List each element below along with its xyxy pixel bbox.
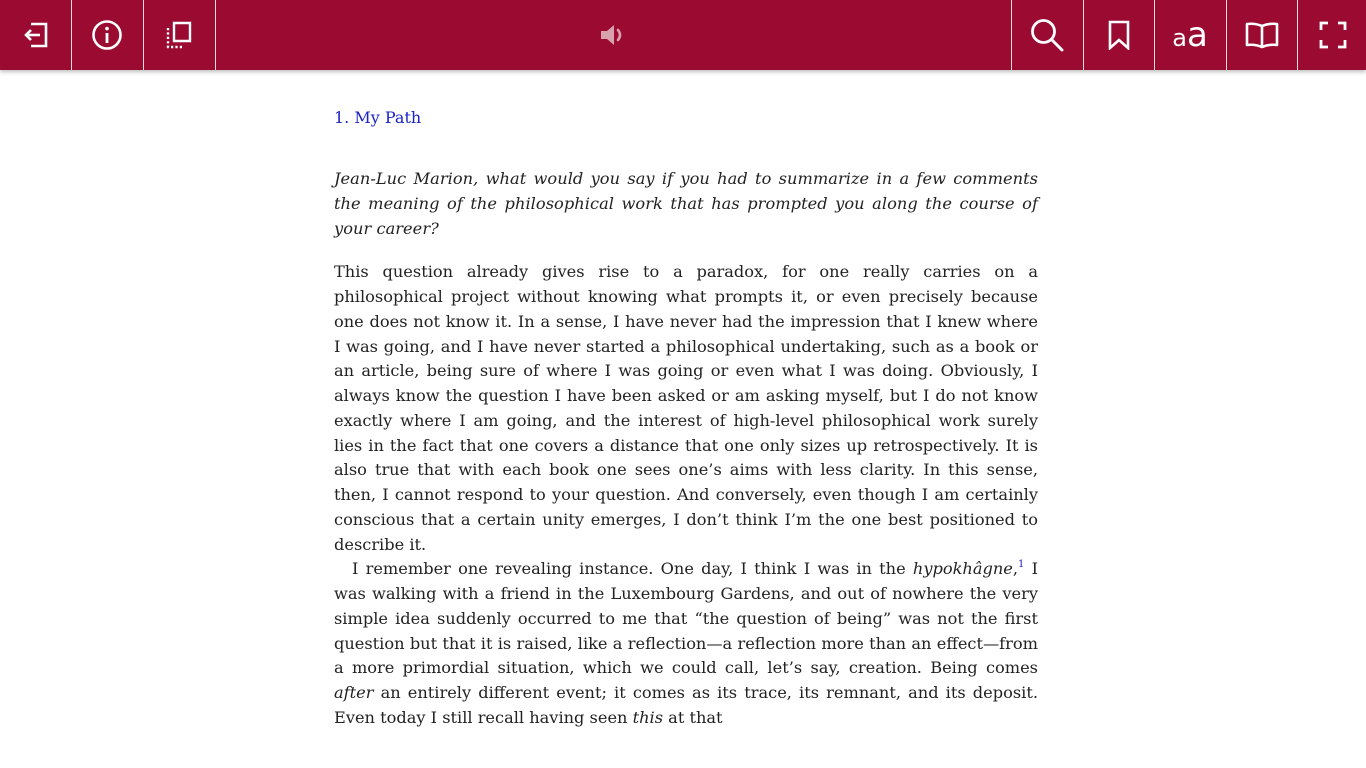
info-button[interactable] (72, 0, 142, 70)
fullscreen-icon (1318, 20, 1348, 50)
chapter-heading[interactable]: 1. My Path (334, 108, 422, 127)
search-icon (1029, 17, 1065, 53)
bookmark-icon (1106, 20, 1132, 50)
exit-button[interactable] (0, 0, 70, 70)
font-size-icon: aa (1172, 15, 1208, 55)
body-paragraph: I remember one revealing instance. One day, I think I was in the hypokhâgne,$^1$ I was walking with a friend in the Luxembourg Gardens, and out of nowhere the very simple idea suddenly occurred to me that “the question of being” was not the first question but that it is raised, like a reflection—a reflection more than an effect—from a more primordial situation, which we could call, let’s say, creation. Being comes after an entirely different event; it comes as its trace, its remnant, and its deposit. Even today I still recall having seen this at that (334, 559, 1038, 727)
fullscreen-button[interactable] (1298, 0, 1366, 70)
search-button[interactable] (1012, 0, 1082, 70)
toc-button[interactable] (144, 0, 214, 70)
body-paragraph: This question already gives rise to a paradox, for one really carries on a philosophical project without knowing what prompts it, or even precisely because one does not know it. In a sense, I have never had the impression that I knew where I was going, and I have never started a philosophical undertaking, such as a book or an article, being sure of where I was going or even what I was doing. Obviously, I always know the question I have been asked or am asking myself, but I do not know exactly where I am going, and the interest of high-level philosophical work surely lies in the fact that one covers a distance that one only sizes up retrospectively. It is also true that with each book one sees one’s aims with less clarity. In this sense, then, I cannot respond to your question. And conversely, even though I am certainly conscious that a certain unity emerges, I don’t think I’m the one best positioned to describe it. (334, 262, 1038, 554)
read-aloud-button[interactable] (578, 0, 648, 70)
font-size-button[interactable] (1155, 0, 1225, 70)
toolbar (0, 0, 1366, 70)
open-book-icon (1244, 20, 1280, 50)
bookmark-button[interactable] (1084, 0, 1154, 70)
reading-mode-button[interactable] (1227, 0, 1297, 70)
book-page (334, 104, 1038, 731)
speaker-icon (598, 20, 628, 50)
exit-icon (20, 20, 50, 50)
info-icon (91, 19, 123, 51)
interview-question: Jean-Luc Marion, what would you say if you had to summarize in a few comments the meaning of the philosophical work that has prompted you along the course of your career? (334, 169, 1038, 238)
contents-icon (164, 20, 194, 50)
footnote-link[interactable]: 1 (1018, 559, 1025, 571)
